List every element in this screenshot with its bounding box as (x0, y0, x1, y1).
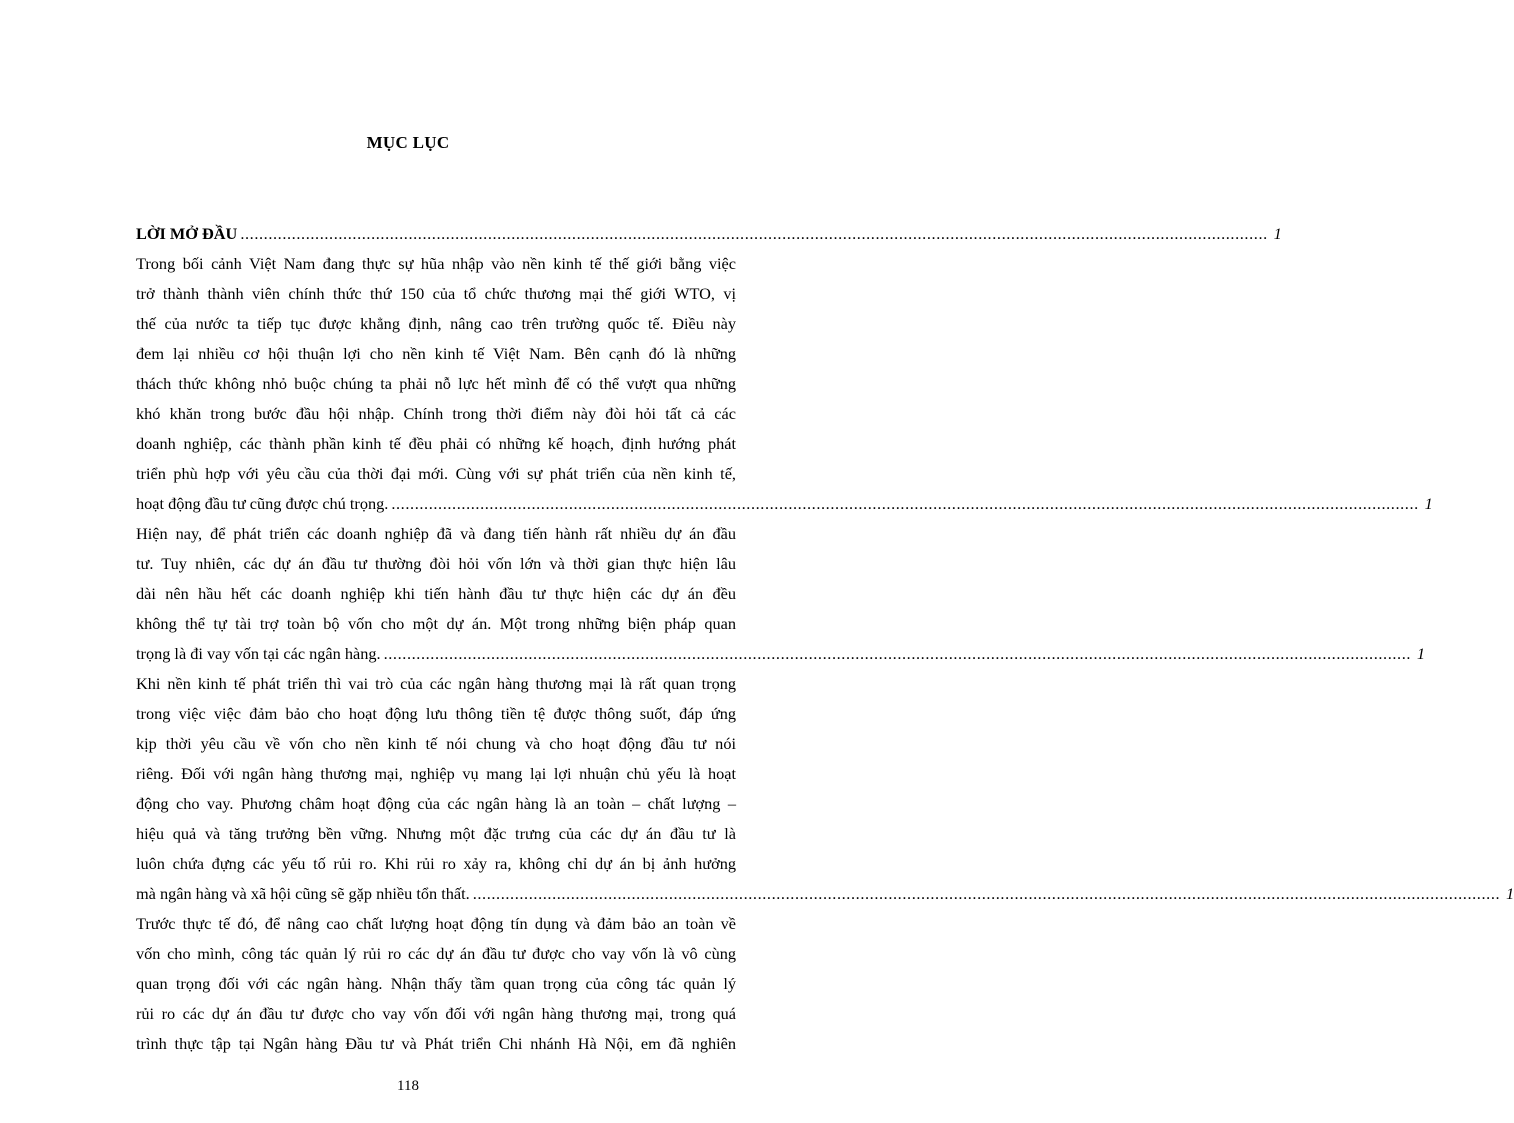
toc-entry-text: hoạt động đầu tư cũng được chú trọng. (136, 494, 389, 513)
toc-entry-line: kịp thời yêu cầu về vốn cho nền kinh tế nói chung và cho hoạt động đầu tư nói (136, 734, 736, 753)
dot-leader: ............................................................................................................................................................................................................................ (240, 224, 1268, 243)
dot-leader: ............................................................................................................................................................................................................................ (391, 494, 1419, 513)
toc-entry-leader-line (136, 639, 1426, 669)
toc-entry-line: động cho vay. Phương châm hoạt động của các ngân hàng là an toàn – chất lượng – (136, 794, 736, 813)
toc-entry-line: đem lại nhiều cơ hội thuận lợi cho nền kinh tế Việt Nam. Bên cạnh đó là những (136, 344, 736, 363)
toc-entry-text: trọng là đi vay vốn tại các ngân hàng. (136, 644, 381, 663)
toc-page-number: 1 (1273, 224, 1282, 243)
toc-entry-line: dài nên hầu hết các doanh nghiệp khi tiến hành đầu tư thực hiện các dự án đều (136, 584, 736, 603)
toc-entry-line: hiệu quả và tăng trưởng bền vững. Nhưng một đặc trưng của các dự án đầu tư là (136, 824, 736, 843)
toc-entry-line: Trước thực tế đó, để nâng cao chất lượng hoạt động tín dụng và đảm bảo an toàn về (136, 914, 736, 933)
toc-entry (136, 909, 736, 1059)
toc-entry-leader-line (136, 879, 1514, 909)
toc-page-number: 1 (1416, 644, 1426, 663)
toc-entry (136, 669, 1514, 909)
toc-entry-line: trở thành thành viên chính thức thứ 150 của tổ chức thương mại thế giới WTO, vị (136, 284, 736, 303)
toc-entry-line: trong việc việc đảm bảo cho hoạt động lưu thông tiền tệ được thông suốt, đáp ứng (136, 704, 736, 723)
toc-entry (136, 249, 1433, 519)
dot-leader: ............................................................................................................................................................................................................................ (472, 884, 1501, 903)
table-of-contents (136, 219, 1514, 1059)
toc-entry-leader-line (136, 489, 1433, 519)
toc-entry-line: trình thực tập tại Ngân hàng Đầu tư và Phát triển Chi nhánh Hà Nội, em đã nghiên (136, 1034, 736, 1053)
toc-entry-leader-line (136, 219, 1282, 249)
toc-entry (136, 519, 1426, 669)
toc-page-number: 1 (1424, 494, 1433, 513)
toc-entry-line: tư. Tuy nhiên, các dự án đầu tư thường đòi hỏi vốn lớn và thời gian thực hiện lâu (136, 554, 736, 573)
toc-entry-line: riêng. Đối với ngân hàng thương mại, nghiệp vụ mang lại lợi nhuận chủ yếu là hoạt (136, 764, 736, 783)
toc-entry-line: triển phù hợp với yêu cầu của thời đại mới. Cùng với sự phát triển của nền kinh tế, (136, 464, 736, 483)
toc-entry-line: luôn chứa đựng các yếu tố rủi ro. Khi rủi ro xảy ra, không chỉ dự án bị ảnh hưởng (136, 854, 736, 873)
dot-leader: ............................................................................................................................................................................................................................ (383, 644, 1412, 663)
page-title: MỤC LỤC (366, 133, 450, 152)
toc-heading-entry (136, 219, 1282, 249)
toc-entry-line: Trong bối cảnh Việt Nam đang thực sự hũa nhập vào nền kinh tế thế giới bằng việc (136, 254, 736, 273)
page-number: 118 (397, 1078, 419, 1094)
toc-entry-line: Khi nền kinh tế phát triển thì vai trò của các ngân hàng thương mại là rất quan trọng (136, 674, 736, 693)
toc-entry-line: vốn cho mình, công tác quản lý rủi ro các dự án đầu tư được cho vay vốn là vô cùng (136, 944, 736, 963)
toc-entry-line: Hiện nay, để phát triển các doanh nghiệp đã và đang tiến hành rất nhiều dự án đầu (136, 524, 736, 543)
toc-entry-line: thế của nước ta tiếp tục được khẳng định, nâng cao trên trường quốc tế. Điều này (136, 314, 736, 333)
toc-entry-line: không thể tự tài trợ toàn bộ vốn cho một dự án. Một trong những biện pháp quan (136, 614, 736, 633)
toc-entry-line: quan trọng đối với các ngân hàng. Nhận thấy tầm quan trọng của công tác quản lý (136, 974, 736, 993)
toc-entry-line: khó khăn trong bước đầu hội nhập. Chính trong thời điểm này đòi hỏi tất cả các (136, 404, 736, 423)
toc-heading-text: LỜI MỞ ĐẦU (136, 224, 238, 243)
toc-entry-line: doanh nghiệp, các thành phần kinh tế đều phải có những kế hoạch, định hướng phát (136, 434, 736, 453)
toc-page-number: 1 (1506, 884, 1514, 903)
toc-entry-line: rủi ro các dự án đầu tư được cho vay vốn đối với ngân hàng thương mại, trong quá (136, 1004, 736, 1023)
toc-entry-text: mà ngân hàng và xã hội cũng sẽ gặp nhiều tổn thất. (136, 884, 470, 903)
toc-entry-line: thách thức không nhỏ buộc chúng ta phải nỗ lực hết mình để có thể vượt qua những (136, 374, 736, 393)
